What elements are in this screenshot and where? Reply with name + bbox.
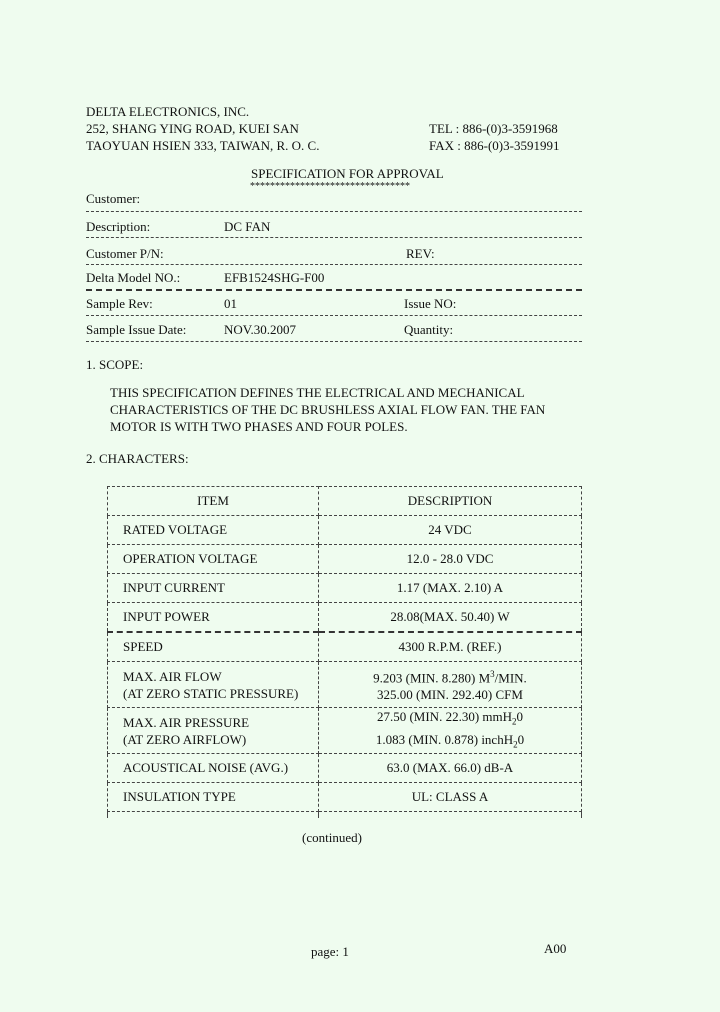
table-row [108,754,582,783]
characters-heading: 2. CHARACTERS: [86,451,189,466]
row-item-line: MAX. AIR PRESSURE [123,714,250,730]
row-item [108,708,319,754]
divider [86,289,582,291]
characters-table [107,486,582,818]
company-address-line1: 252, SHANG YING ROAD, KUEI SAN [86,121,299,136]
scope-heading: 1. SCOPE: [86,357,144,372]
divider [86,315,582,316]
table-row [108,574,582,603]
row-description-line: 27.50 (MIN. 22.30) mmH$_2$0 [376,709,524,727]
issue-date-value: NOV.30.2007 [224,322,296,337]
company-fax: FAX : 886-(0)3-3591991 [429,138,560,153]
table-row [108,708,582,754]
revision-code: A00 [544,941,567,956]
scope-line: CHARACTERISTICS OF THE DC BRUSHLESS AXIAL FLOW FAN. THE FAN [110,402,546,417]
row-item-line: (AT ZERO STATIC PRESSURE) [123,685,299,701]
model-value: EFB1524SHG-F00 [224,270,325,285]
col-header-item: ITEM [108,487,319,516]
quantity-label: Quantity: [404,322,454,337]
customer-pn-label: Customer P/N: [86,246,164,261]
company-address-line2: TAOYUAN HSIEN 333, TAIWAN, R. O. C. [86,138,320,153]
row-item: INPUT POWER [108,603,319,633]
scope-text [110,384,570,435]
scope-line: THIS SPECIFICATION DEFINES THE ELECTRICAL AND MECHANICAL [110,385,525,400]
divider [86,211,582,212]
row-description: 28.08(MAX. 50.40) W [319,603,582,633]
row-description-line: 9.203 (MIN. 8.280) $M^3$/MIN. [373,668,527,686]
table-header-row [108,487,582,516]
rev-label: REV: [406,246,435,261]
company-tel: TEL : 886-(0)3-3591968 [429,121,558,136]
divider [86,341,582,342]
issue-date-label: Sample Issue Date: [86,322,187,337]
row-description-line: 325.00 (MIN. 292.40) CFM [377,687,523,703]
table-row [108,603,582,633]
row-item-line: MAX. AIR FLOW [123,668,222,684]
page-title: SPECIFICATION FOR APPROVAL [251,166,444,181]
sample-rev-label: Sample Rev: [86,296,153,311]
row-description [319,662,582,708]
customer-label: Customer: [86,191,141,206]
row-item: OPERATION VOLTAGE [108,545,319,574]
page-number: page: 1 [311,944,349,959]
row-description-line: 1.083 (MIN. 0.878) inchH$_2$0 [375,731,525,750]
description-value: DC FAN [224,219,271,234]
row-description: 63.0 (MAX. 66.0) dB-A [319,754,582,783]
col-header-description: DESCRIPTION [319,487,582,516]
row-item: SPEED [108,632,319,662]
title-underline: ******************************** [250,181,410,192]
row-item [108,662,319,708]
row-description: 4300 R.P.M. (REF.) [319,632,582,662]
scope-line: MOTOR IS WITH TWO PHASES AND FOUR POLES. [110,419,408,434]
row-item-line: (AT ZERO AIRFLOW) [123,731,247,747]
table-row [108,632,582,662]
row-description: 12.0 - 28.0 VDC [319,545,582,574]
row-description [319,708,582,754]
table-row [108,662,582,708]
model-label: Delta Model NO.: [86,270,181,285]
row-description: 1.17 (MAX. 2.10) A [319,574,582,603]
table-tail-row [108,812,582,819]
continued-note: (continued) [302,830,362,845]
description-label: Description: [86,219,151,234]
row-description: UL: CLASS A [319,783,582,812]
divider [86,264,582,265]
row-item: RATED VOLTAGE [108,516,319,545]
row-description: 24 VDC [319,516,582,545]
issue-no-label: Issue NO: [404,296,457,311]
row-item: ACOUSTICAL NOISE (AVG.) [108,754,319,783]
table-row [108,516,582,545]
row-item: INPUT CURRENT [108,574,319,603]
row-item: INSULATION TYPE [108,783,319,812]
sample-rev-value: 01 [224,296,237,311]
company-name: DELTA ELECTRONICS, INC. [86,104,250,119]
table-row [108,783,582,812]
table-row [108,545,582,574]
divider [86,237,582,238]
